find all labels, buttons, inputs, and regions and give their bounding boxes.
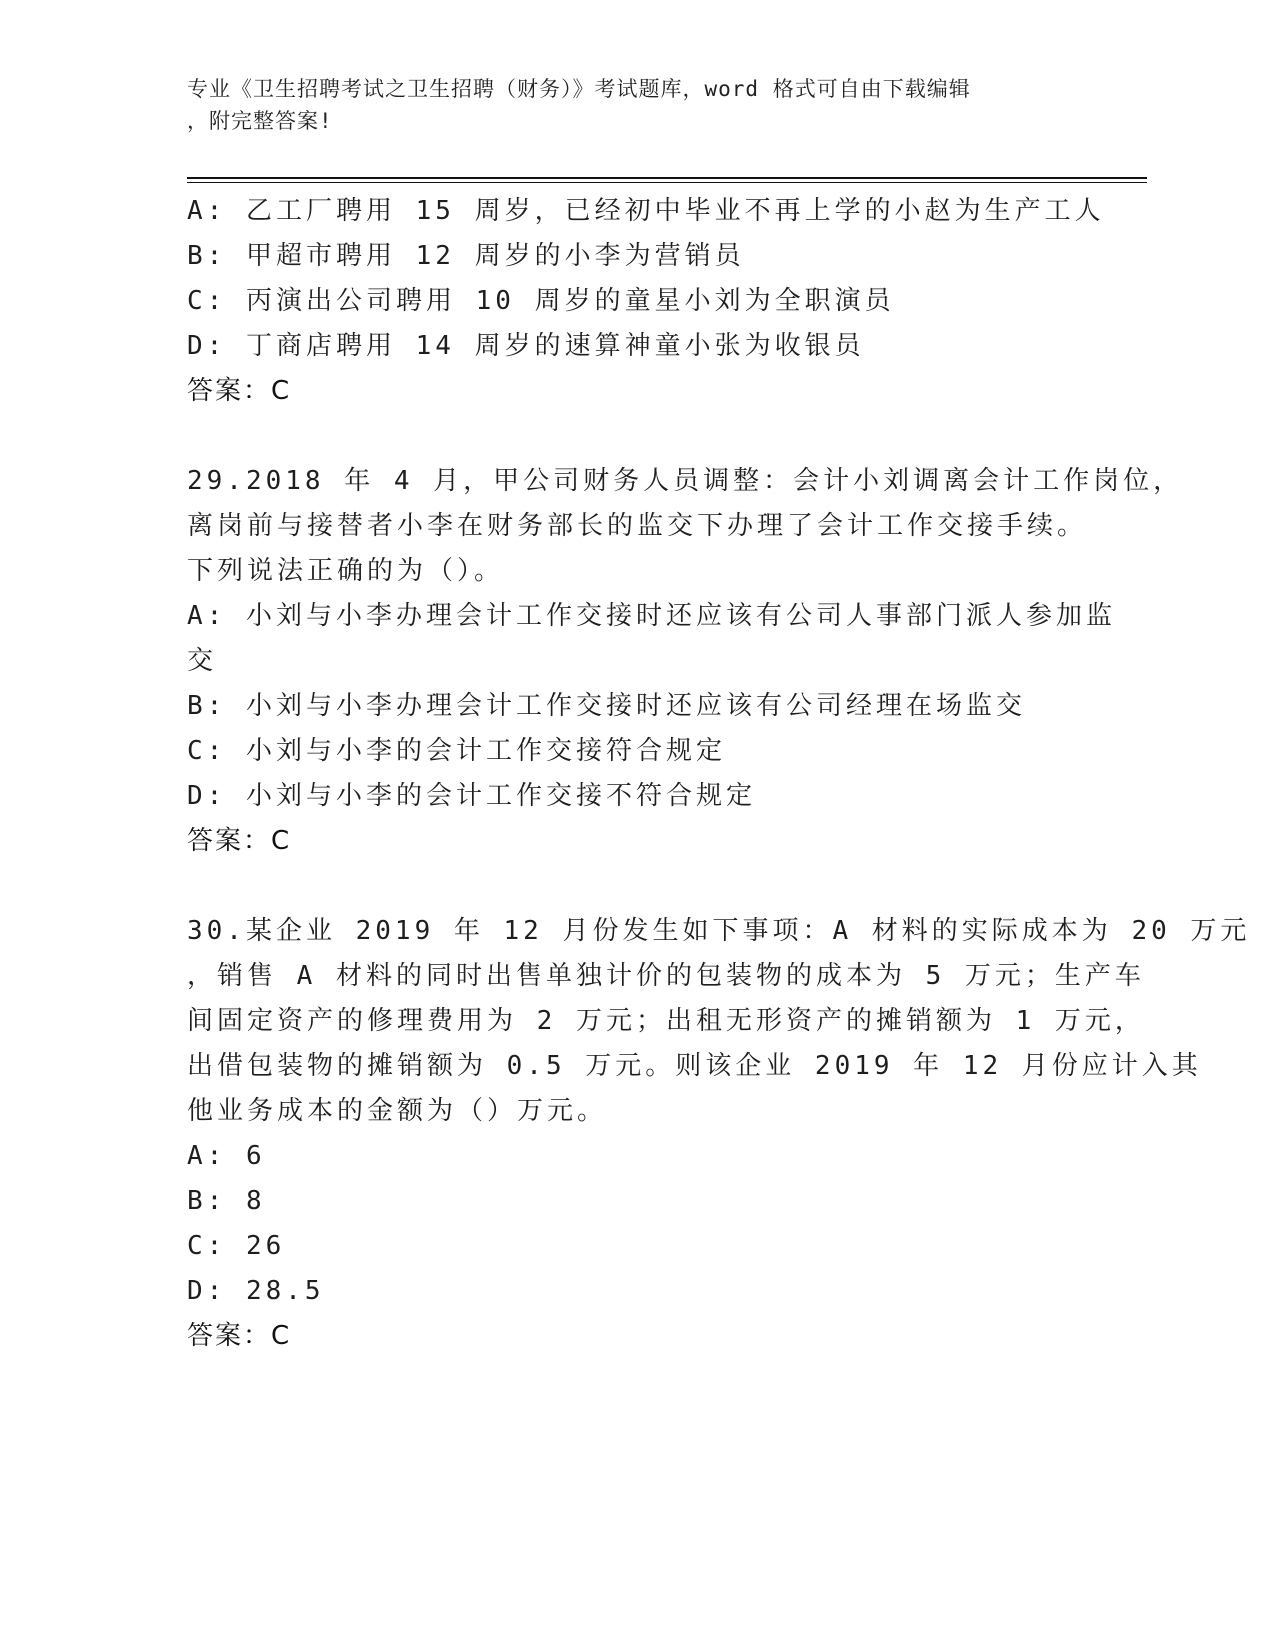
option-a: A: 6: [187, 1141, 266, 1171]
answer: 答案：C: [187, 376, 292, 406]
option-b: B: 小刘与小李办理会计工作交接时还应该有公司经理在场监交: [187, 691, 1026, 721]
header-line-1: 专业《卫生招聘考试之卫生招聘（财务）》考试题库，word 格式可自由下载编辑: [187, 77, 971, 101]
answer: 答案：C: [187, 826, 292, 856]
header-line-2: ，附完整答案!: [187, 109, 333, 133]
option-a: A: 小刘与小李办理会计工作交接时还应该有公司人事部门派人参加监: [187, 601, 1116, 631]
question-stem-line: 下列说法正确的为（）。: [187, 556, 505, 586]
option-d: D: 小刘与小李的会计工作交接不符合规定: [187, 781, 756, 811]
option-b: B: 8: [187, 1186, 266, 1216]
header-rule-thick: [187, 177, 1147, 179]
option-d: D: 丁商店聘用 14 周岁的速算神童小张为收银员: [187, 331, 865, 361]
question-content: [187, 189, 1251, 1359]
question-stem-line: 间固定资产的修理费用为 2 万元；出租无形资产的摊销额为 1 万元，: [187, 1006, 1145, 1036]
question-stem-line: 出借包装物的摊销额为 0.5 万元。则该企业 2019 年 12 月份应计入其: [187, 1051, 1202, 1081]
option-c: C: 丙演出公司聘用 10 周岁的童星小刘为全职演员: [187, 286, 895, 316]
option-a: A: 乙工厂聘用 15 周岁，已经初中毕业不再上学的小赵为生产工人: [187, 196, 1105, 226]
spacer: [187, 414, 1087, 459]
question-stem-line: 离岗前与接替者小李在财务部长的监交下办理了会计工作交接手续。: [187, 511, 1088, 541]
question-30: [187, 909, 1251, 1359]
question-stem-line: 30.某企业 2019 年 12 月份发生如下事项：A 材料的实际成本为 20 万元: [187, 916, 1251, 946]
question-28: [187, 189, 1105, 414]
option-b: B: 甲超市聘用 12 周岁的小李为营销员: [187, 241, 745, 271]
question-stem-line: 他业务成本的金额为（）万元。: [187, 1096, 608, 1126]
question-29: [187, 459, 1184, 864]
option-c: C: 26: [187, 1231, 286, 1261]
document-header: [187, 73, 1087, 137]
option-a-continued: 交: [187, 646, 218, 676]
header-rule-thin: [187, 182, 1147, 183]
option-c: C: 小刘与小李的会计工作交接符合规定: [187, 736, 726, 766]
question-stem-line: ，销售 A 材料的同时出售单独计价的包装物的成本为 5 万元；生产车: [187, 961, 1145, 991]
question-stem-line: 29.2018 年 4 月，甲公司财务人员调整：会计小刘调离会计工作岗位，: [187, 466, 1184, 496]
answer: 答案：C: [187, 1321, 292, 1351]
option-d: D: 28.5: [187, 1276, 325, 1306]
spacer: [187, 864, 1087, 909]
